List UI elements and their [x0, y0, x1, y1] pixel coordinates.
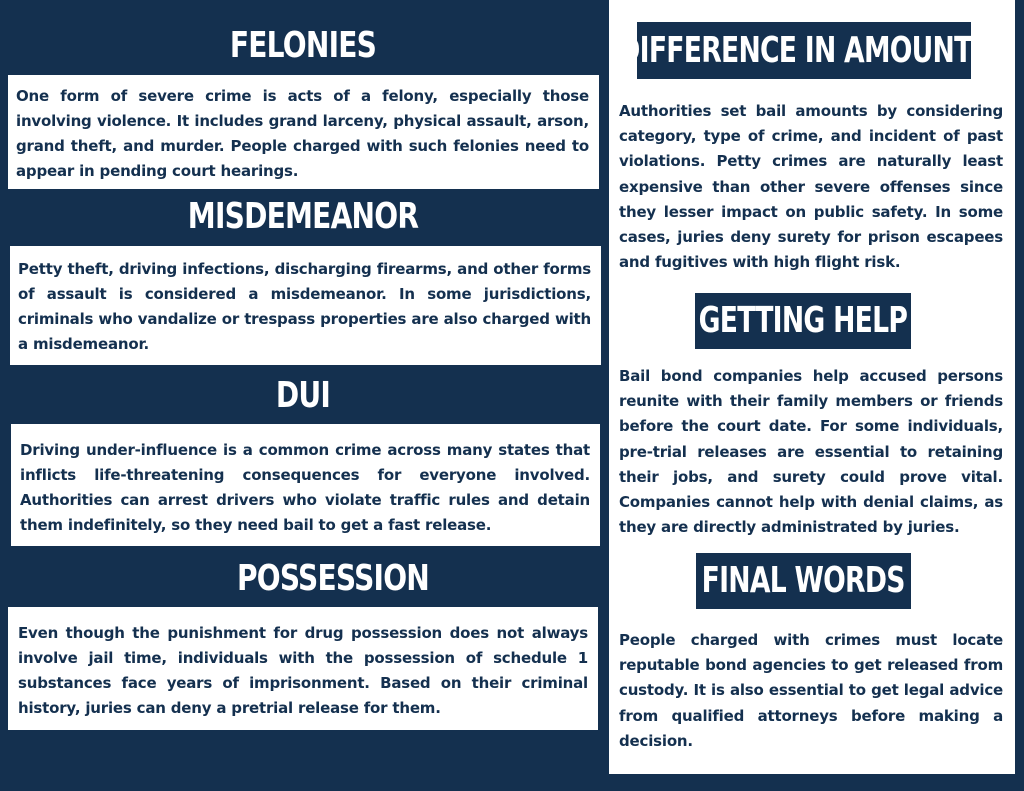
possession-heading: POSSESSION — [236, 558, 430, 599]
help-heading-badge — [695, 293, 911, 349]
final-text: People charged with crimes must locate reputable bond agencies to get released from custody. It is also essential to get legal advice from qualified attorneys before making a decision. — [619, 631, 1003, 750]
misdemeanor-text: Petty theft, driving infections, discharging firearms, and other forms of assault is considered a misdemeanor. In some jurisdictions, criminals who vandalize or trespass properties are also charged with a misdemeanor. — [18, 260, 591, 353]
final-heading-badge — [696, 553, 911, 609]
final-heading: FINAL WORDS — [702, 560, 905, 601]
felonies-heading: FELONIES — [229, 25, 377, 66]
misdemeanor-heading: MISDEMEANOR — [187, 196, 419, 237]
felonies-card — [8, 75, 599, 189]
right-column — [609, 0, 1015, 774]
difference-heading-badge — [618, 22, 990, 79]
difference-text: Authorities set bail amounts by considering category, type of crime, and incident of past violations. Petty crimes are naturally least expensive than other severe offenses since they lesser impact on public safety. In some cases, juries deny surety for prison escapees and fugitives with high flight risk. — [619, 102, 1003, 272]
dui-card — [11, 424, 600, 546]
dui-heading: DUI — [275, 375, 331, 416]
difference-heading: DIFFERENCE IN AMOUNTS — [618, 29, 990, 71]
felonies-text: One form of severe crime is acts of a felony, especially those involving violence. It includes grand larceny, physical assault, arson, grand theft, and murder. People charged with such felonies need to appear in pending court hearings. — [16, 87, 589, 180]
possession-card — [8, 607, 598, 730]
misdemeanor-card — [10, 246, 601, 365]
help-heading: GETTING HELP — [698, 300, 908, 341]
possession-text: Even though the punishment for drug possession does not always involve jail time, individuals with the possession of schedule 1 substances face years of imprisonment. Based on their criminal history, juries can deny a pretrial release for them. — [18, 624, 588, 717]
help-text: Bail bond companies help accused persons reunite with their family members or friends before the court date. For some individuals, pre-trial releases are essential to retaining their jobs, and surety could prove vital. Companies cannot help with denial claims, as they are directly administrated by juries. — [619, 367, 1003, 537]
dui-text: Driving under-influence is a common crime across many states that inflicts life-threatening consequences for everyone involved. Authorities can arrest drivers who violate traffic rules and detain them indefinitely, so they need bail to get a fast release. — [20, 441, 590, 534]
